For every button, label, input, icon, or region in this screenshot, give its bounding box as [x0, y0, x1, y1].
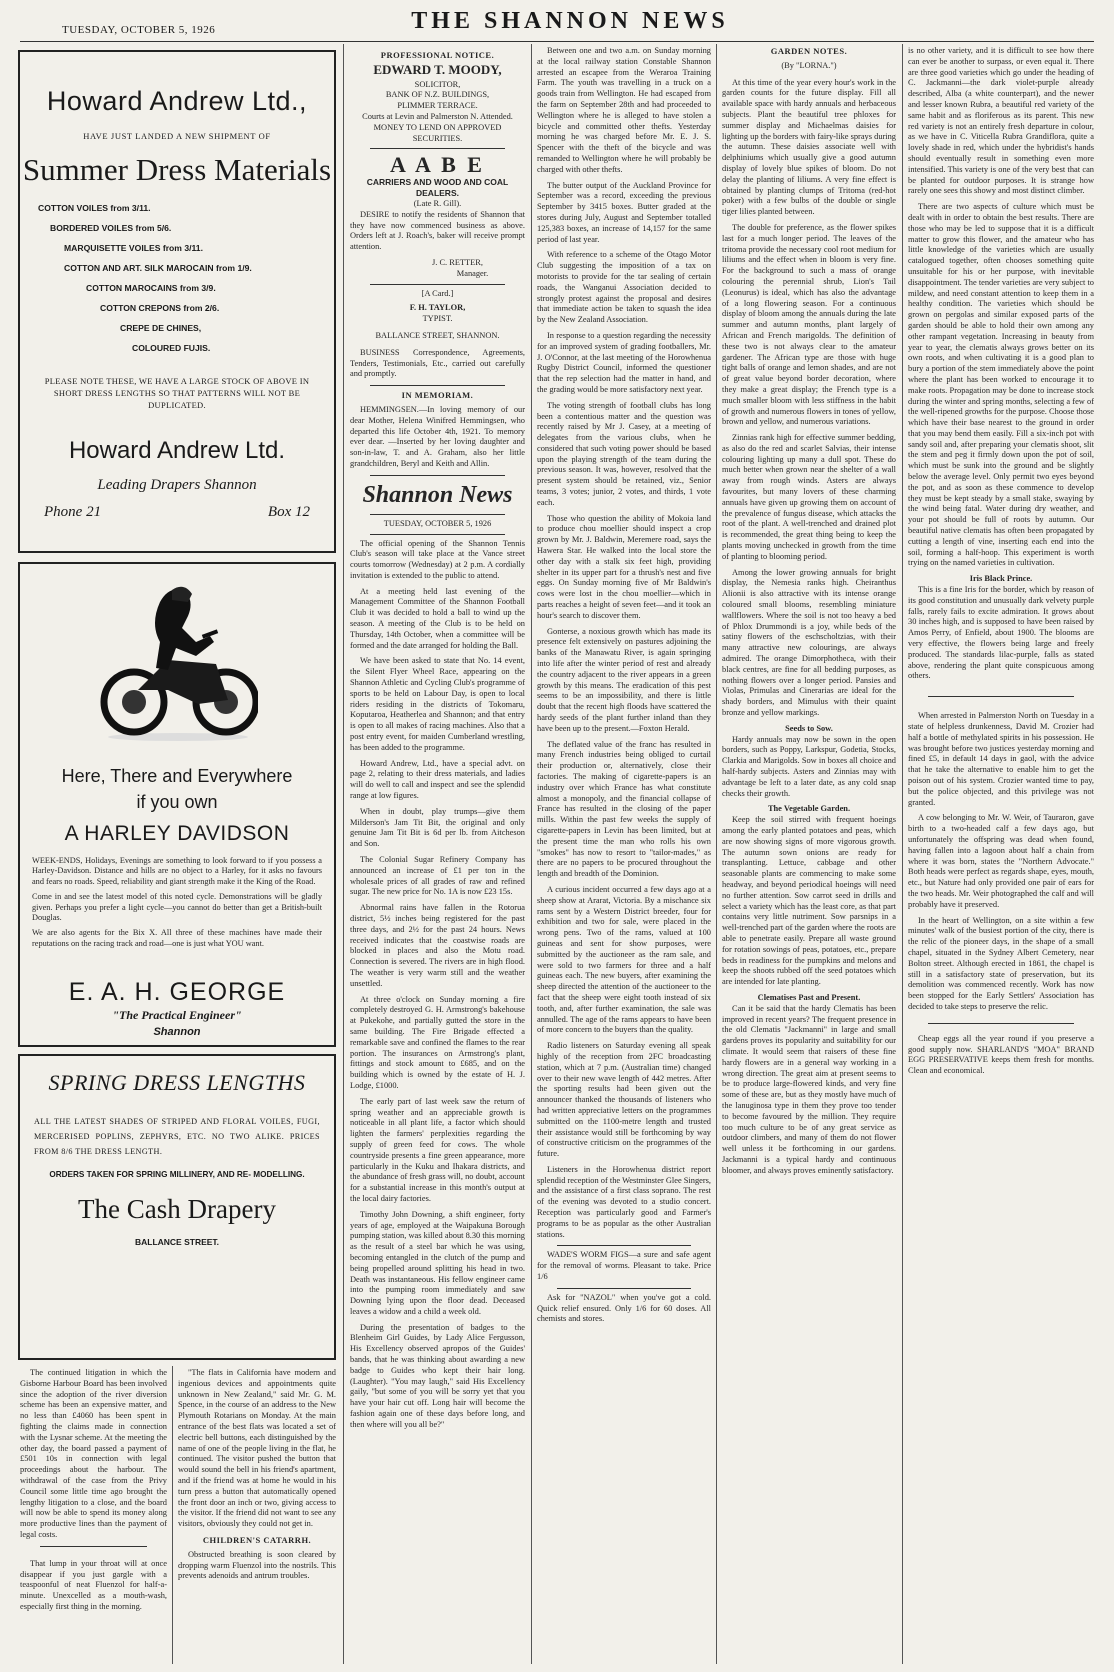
- signature-title: Manager.: [456, 268, 489, 278]
- box-number: Box 12: [267, 504, 310, 520]
- price-item: BORDERED VOILES from 5/6.: [50, 223, 172, 233]
- article: When arrested in Palmerston North on Tuesday in a state of helpless drunkenness, David M. Crozier had half a bottle of methylated spirits in his possession. He was brought before two justices yesterday morning and fined £5, in default 14 days in gaol, with the advice that he take the alternative to enable him to get the poison out of his system. Crozier wanted time to pay, but the police objected, and this privilege was not granted.: [908, 711, 1094, 807]
- notice-line: Courts at Levin and Palmerston N. Attended.: [362, 111, 513, 121]
- article: With reference to a scheme of the Otago Motor Club suggesting the imposition of a tax on motorists to provide for the tar sealing of certain roads, the Wanganui Association decided to strongly protest against the proposal and desires that immediate action be taken to squash the idea by the New Zealand Association.: [537, 250, 711, 325]
- phone-number: Phone 21: [44, 504, 102, 520]
- article: The double for preference, as the flower spikes last for a much longer period. The leaves of the tritoma provide the necessary cool root medium for liliums and the effect when in bloom is very fine. For the background to such a mass of orange colouring the perennial shrub, Lion's Tail (Leonurus) is ideal, which has also the advantage of a long flowering season. For a continuous display of bloom among the annuals during the late summer and autumn months, plant largely of African and French marigolds. The definition of these two is not always clear to the amateur gardener. The African type are those with huge tight balls of orange and lemon shades, and are not of great value beyond border decoration, where they make a great display; the French type is a much smaller bloom with less stiffness in the habit of growth and numerous flowers in tones of yellow, brown and yellow, and numerous variations.: [722, 222, 896, 427]
- divider: [370, 534, 505, 535]
- ad-intro: HAVE JUST LANDED A NEW SHIPMENT OF: [83, 131, 271, 141]
- article: "The flats in California have modern and ingenious devices and appointments quite unknown in New Zealand," said Mr. G. M. Spence, in the course of an address to the New Plymouth Rotarians on Monday. At the main entrance of the best flats was located a set of electric bell buttons, each distinguished by the name of one of the people living in the flat, he continued. The visitor pushed the button that would sound the bell in his friend's apartment, and if the friend was at home he would in his turn press a button that automatically opened the front door an inch or two, giving access to the visitor. If the friend did not want to see any visitors, obviously they could not get in.: [178, 1368, 336, 1529]
- article: The voting strength of football clubs has long been a contentious matter and the question was recently raised by Mr J. Casey, at a meeting of delegates from the various clubs, when he considered that such voting power should be based upon the playing strength of the team during the previous season. It was, however, resolved that the present system should be retained, viz., Senior teams, 3 votes; junior, 2 votes, and thirds, 1 vote each.: [537, 400, 711, 507]
- article: Listeners in the Horowhenua district report splendid reception of the Westminster Glee Singers, and the assistance of a first class soprano. The rest of the evening was devoted to a studio concert. Reception was particularly good and Farmer's programs to be as popular as the other Australian stations.: [537, 1164, 711, 1239]
- column-6: [908, 46, 1094, 1664]
- advert-notice: WADE'S WORM FIGS—a sure and safe agent for the removal of worms. Pleasant to take. Price 1/6: [537, 1250, 711, 1282]
- typist-street: BALLANCE STREET, SHANNON.: [375, 330, 500, 340]
- subheading: Clematises Past and Present.: [757, 992, 861, 1002]
- notice-line: BANK OF N.Z. BUILDINGS,: [385, 90, 490, 100]
- ad-tagline: Leading Drapers Shannon: [97, 477, 257, 493]
- divider: [370, 284, 505, 285]
- article: The official opening of the Shannon Tennis Club's season will take place at the Vance street courts tomorrow (Wednesday) at 2 p.m. A cordially invitation is extended to the public to attend.: [350, 538, 525, 580]
- notice-line: MONEY TO LEND ON APPROVED SECURITIES.: [373, 122, 502, 143]
- article: That lump in your throat will at once disappear if you just gargle with a teaspoonful of neat Fluenzol for half-a-minute. Unexcelled as a mouth-wash, especially first thing in the morning.: [20, 1558, 167, 1611]
- memoriam-notice: HEMMINGSEN.—In loving memory of our dear Mother, Helena Winifred Hemmingsen, who departed this life October 4th, 1921. To memory ever dear. —Inserted by her loving daughter and son-in-law, T. and A. Graham, also her little grandchildren, Beryl and Keith and Allin.: [350, 404, 525, 468]
- divider: [370, 514, 505, 515]
- section-heading: GARDEN NOTES.: [770, 46, 848, 56]
- dealer-name: E. A. H. GEORGE: [68, 978, 286, 1006]
- article: Gonterse, a noxious growth which has made its presence felt extensively on pastures adjoining the banks of the Manawatu River, is again springing into life after the winter period of rest and already the country adjacent to the river appears in a green growth by this means. The eradication of this pest seems to be an impossibility, and there is little doubt that the recent high floods have scattered the hardy seeds of the plant further inland than they have been up to the present.—Foxton Herald.: [537, 626, 711, 733]
- column-divider: [343, 44, 344, 1664]
- subheading: Seeds to Sow.: [785, 723, 833, 733]
- column-divider: [902, 44, 903, 1664]
- price-item: CREPE DE CHINES,: [120, 323, 202, 333]
- ad-headline: Summer Dress Materials: [22, 152, 332, 187]
- price-item: COLOURED FUJIS.: [132, 343, 211, 353]
- issue-date: TUESDAY, OCTOBER 5, 1926: [383, 518, 492, 528]
- paper-nameplate: Shannon News: [362, 481, 513, 508]
- article: At a meeting held last evening of the Management Committee of the Shannon Football Club it was decided to hold a ball to wind up the season. A meeting of the Club is to be held on Thursday, 14th October, when a committee will be formed and the date arranged for holding the Ball.: [350, 586, 525, 650]
- signature: J. C. RETTER,: [432, 257, 483, 267]
- article: Among the lower growing annuals for bright display, the Nemesia ranks high. Cheiranthus Alionii is also attractive with its intense orange coloured small blooms, resembling miniature wallflowers. Where the soil is not too heavy a bed of Phlox Drummondi is a joy, while beds of the satiny flowers of the eschscholtzias, with their many attractive new colourings, are always admired. The orange Dimorphotheca, with their black centres, are fine for all bedding purposes, as nothing flowers over a longer period. Pansies and Violas, Primulas and Cinerarias are ideal for the shady borders, and Mimulus with their quaint bronze and yellow markings.: [722, 567, 896, 718]
- article: The deflated value of the franc has resulted in many French industries being obliged to curtail their production or, alternatively, close their factories. The making of cigarette-papers is an industry over which France has what constitute almost a monopoly, and the financial collapse of France has resulted in the closing of the paper mills. Within the past few weeks the supply of cigarette-papers in Levin has been limited, but at the present time the man who rolls his own "smokes" has now to resort to "tailor-mades," as there are no papers to be procured throughout the length and breadth of the Dominion.: [537, 739, 711, 879]
- article: We have been asked to state that No. 14 event, the Silent Flyer Wheel Race, appearing on the Shannon Athletic and Cycling Club's programme of sports to be held on Labour Day, is open to local riders residing in the districts of Tokomaru, Koputaroa, Heatherlea and Shannon; and that entry is open to all makes of racing machines. Also that a post entry event, for maiden Cumberland wrestling, has been added to the programme.: [350, 656, 525, 752]
- article: This is a fine Iris for the border, which by reason of its good constitution and unusually dark velvety purple falls, rarely fails to excite admiration. It grows about 30 inches high, and is supposed to have been raised by Amos Perry, of Enfield, about 1900. The blooms are very effective, the flowers being large and freely produced. The standards lilac-purple, falls as stated above, rendering the plant quite conspicuous among others.: [908, 585, 1094, 681]
- price-item: COTTON VOILES from 3/11.: [38, 203, 151, 213]
- business-late: (Late R. Gill).: [413, 198, 462, 208]
- ad-line-2: if you own: [136, 792, 218, 812]
- advertiser-name: Howard Andrew Ltd.,: [46, 86, 308, 116]
- divider: [557, 1288, 691, 1289]
- article: Timothy John Downing, a shift engineer, forty years of age, employed at the Waipakuna Borough pumping station, was killed about 8.30 this morning as the result of a steel bar which he was using, becoming entangled in the clutch of the pump and being propelled around splitting his head in two. Death was instantaneous. His fellow engineer came into the pumping room immediately and saw Downing lying upon the floor dead. Deceased leaves a widow and a child a week old.: [350, 1209, 525, 1316]
- typist-title: TYPIST.: [422, 314, 453, 324]
- article: In the heart of Wellington, on a site within a few minutes' walk of the busiest portion of the city, there is the relic of the pioneer days, in the shape of a small chapel, situated in the Sydney Albert Cemetery, near Bolton street. Although erected in 1861, the chapel is still in a satisfactory state of preservation, but its demolition was commenced recently. Work has now been stopped for the Early Settlers' Association has decided to take steps to preserve the relic.: [908, 915, 1094, 1011]
- advertiser-name-footer: Howard Andrew Ltd.: [68, 437, 286, 464]
- divider: [928, 696, 1074, 697]
- section-heading: PROFESSIONAL NOTICE.: [380, 50, 495, 60]
- article: Between one and two a.m. on Sunday morning at the local railway station Constable Shannon arrested an escapee from the Weraroa Training Farm. The youth was travelling in a truck on a goods train from Wellington. He had escaped from the farm on September 28th and had proceeded to Wellington where he is alleged to have stolen a bicycle and committed other thefts. Yesterday morning he was charged before Mr. E. J. S. Spencer with the theft of the bicycle and was remanded to Wellington where he will probably be charged with other thefts.: [537, 46, 711, 174]
- article: There are two aspects of culture which must be dealt with in order to obtain the best results. There are those who may be led to suppose that it is a difficult matter to grow this flower, and the amateur who has little knowledge of the varieties which are usually catalogued together, often chooses something quite unsuitable for his or her purpose, with inevitable disappointment. The tender varieties are very subject to mildew, and need constant attention to keep them in a healthy condition. The varieties which should be grown on pergolas and similar exposed parts of the garden should be able to hold their own among any other rampant vegetation. Increasing in beauty from year to year, the clematis always grows better on its own roots, and when cultivating it is a good plan to bury a portion of the stem immediately above the point where the plant has been worked to encourage it to make roots. Propagation may be done to increase stock during the winter and spring months, selecting a few of the well-ripened growths for the purpose. Choose those which have their base nearest to the ground in order that you may bend them easily. Fill a six-inch pot with sandy soil and, after preparing your clematis shoot, slit the stem and peg it firmly down upon the pot of soil, which must be sunk into the ground and be slightly below the average level. Only permit two eyes beyond the pot, and as soon as these commence to develop they must be kept steady by a small stake, swaying by the wind being fatal. Water during dry weather, and your pot should be full of roots by autumn. Our beautiful native clematis has often been propagated by cutting a length of vine, inserting each end into the soil, forming a half-hoop. This experiment is worth trying on the named varieties in cultivation.: [908, 202, 1094, 568]
- article: Keep the soil stirred with frequent hoeings among the early planted potatoes and peas, which are now showing signs of more vigorous growth. The autumn sown onions are ready for transplanting. Lettuce, cabbage and other seasonable plants are commencing to make some headway, and beyond periodical hoeings will need no further attention. Sow carrot seed in drills and select a variety which has the least core, as that part contains very little nutriment. Sow parsnips in a well-trenched part of the garden where the roots are able to penetrate easily. Prepare all waste ground for rotation sowings of peas, potatoes, etc., prepare beds in readiness for the pumpkins and melons and keep the shoots rubbed off the seed potatoes which are intended for late planting.: [722, 815, 896, 987]
- subheading: The Vegetable Garden.: [767, 804, 851, 814]
- article: is no other variety, and it is difficult to see how there can ever be another to surpass, or even equal it. There are three good varieties which go under the heading of C. Jackmanni—the dark violet-purple already described, Alba (a white counterpart), and the newer and lesser known Rubra, a beautiful red variety of the same habit and as floriferous as its parent. This new red variety is not an entirely fresh departure in colour, as we have in C. Viticella Rubra Grandiflora, quite a lovely shade in red, which under the hybridist's hands should eventually result in something even more intensified. This variety is one of the very best that can be planted for outdoor purposes. It is strange how rarely one sees this showy and most distinct climber.: [908, 46, 1094, 196]
- solicitor-name: EDWARD T. MOODY,: [373, 61, 502, 77]
- byline: (By "LORNA."): [781, 60, 837, 70]
- ad-body: [32, 856, 322, 954]
- article: Radio listeners on Saturday evening all speak highly of the reception from 2FC broadcasting station, which at 7 p.m. (Australian time) changed over to their new wave length of 442 metres. After the sporting results had been given out the announcer thanked the thousands of listeners who had written appreciative letters on the programmes submitted on the 1100-metre length and trusted their assistance would still be forthcoming by way of constructive criticism on the programmes of the future.: [537, 1041, 711, 1159]
- article: The continued litigation in which the Gisborne Harbour Board has been involved since the adoption of the river diversion scheme has been an expensive matter, and no less than £4060 has been spent in fighting the claims made in connection with the Lysnar scheme. At the meeting the other day, the board passed a payment of £501 10s in connection with legal proceedings about the harbour. The withdrawal of the case from the Privy Council some little time ago brought the lengthy litigation to a close, and the board will now be able to spend its money along more productive lines than the payment of legal costs.: [20, 1368, 167, 1539]
- column-5: [722, 46, 896, 1664]
- notice-body: BUSINESS Correspondence, Agreements, Tenders, Testimonials, Etc., carried out carefully and promptly.: [350, 347, 525, 379]
- divider: [370, 385, 505, 386]
- article: Can it be said that the hardy Clematis has been improved in recent years? The frequent presence in the old Clematis "Jackmanni" in large and small gardens proves its popularity and suitability for our climate. It would seem that raisers of these fine hardy flowers are in a general way working in a wrong direction. The great aim at present seems to be to produce large-flowered kinds, and very fine some of these are, but as they mostly have much of the lanuginosa type in them they prove too tender to become favoured by the million. They require too much culture to be of any great service as outdoor climbers, and many of them do not flower well unless it be forthcoming in our gardens. Jackmanni is a typical hardy and continuous bloomer, and always proves eminently satisfactory.: [722, 1003, 896, 1175]
- ad-note: PLEASE NOTE THESE, WE HAVE A LARGE STOCK OF ABOVE IN SHORT DRESS LENGTHS SO THAT PATTERNS WILL NOT BE DUPLICATED.: [44, 376, 310, 410]
- price-item: COTTON AND ART. SILK MAROCAIN from 1/9.: [64, 263, 252, 273]
- article: The early part of last week saw the return of spring weather and an appreciable growth is noticeable in all plant life, a factor which should lighten the farmers' perplexities regarding the supply of green feed for cows. The whole countryside presents a fine green appearance, more particularly in the Kuku and Ihakara districts, and the abundance of fresh grass will, no doubt, account for a substantial increase in this month's output at the local dairy factories.: [350, 1096, 525, 1203]
- notice-body: DESIRE to notify the residents of Shannon that they have now commenced business as above. Orders left at J. Roach's, baker will receive prompt attention.: [350, 209, 525, 252]
- masthead-date: TUESDAY, OCTOBER 5, 1926: [62, 24, 216, 36]
- ad-paragraph: We are also agents for the Bix X. All three of these machines have made their reputations on the racing track and road—one is just what YOU want.: [32, 928, 322, 948]
- article: Obstructed breathing is soon cleared by dropping warm Fluenzol into the nostrils. This prevents adenoids and antrum troubles.: [178, 1549, 336, 1581]
- article: The butter output of the Auckland Province for September was a record, exceeding the previous September by 3415 boxes. Butter graded at the stores during July, August and September totalled 125,383 boxes, an increase of 14,157 for the same period of last year.: [537, 180, 711, 244]
- shop-street: BALLANCE STREET.: [134, 1237, 220, 1247]
- masthead-rule: [20, 41, 1094, 42]
- newspaper-title: THE SHANNON NEWS: [411, 8, 729, 34]
- ad-body: ALL THE LATEST SHADES OF STRIPED AND FLORAL VOILES, FUGI, MERCERISED POPLINS, ZEPHYRS, ETC. NO TWO ALIKE. PRICES FROM 8/6 THE DRESS LENGTH.: [34, 1117, 320, 1156]
- column-1-bottom: [20, 1368, 167, 1664]
- ad-paragraph: WEEK-ENDS, Holidays, Evenings are something to look forward to if you possess a Harley-Davidson. Distance and hills are no object to a Harley, for it asks no favours and fears no roads. Speed, reliability and giant strength make it the King of the Road.: [32, 856, 322, 886]
- article: In response to a question regarding the necessity for an improved system of grading footballers, Mr. J. O'Connor, at the last meeting of the Horowhenua Rugby District Council, informed the questioner that the rep selection had the matter in hand, and the grading would be more satisfactory next year.: [537, 330, 711, 394]
- dealer-town: Shannon: [153, 1026, 201, 1038]
- price-item: COTTON CREPONS from 2/6.: [100, 303, 220, 313]
- card-label: [A Card.]: [421, 288, 454, 298]
- dealer-tagline: "The Practical Engineer": [112, 1008, 242, 1022]
- article: At three o'clock on Sunday morning a fire completely destroyed G. H. Armstrong's bakehouse at Pukekohe, and partially gutted the store in the same building. The Fire Brigade effected a remarkable save and confined the flames to the rear portion. The insurances on Armstrong's plant, fittings and stock amount to £685, and on the building which is owned by the estate of H. J. Lodge, £1000.: [350, 994, 525, 1090]
- article: A curious incident occurred a few days ago at a sheep show at Ararat, Victoria. By a mischance six rams sent by a Western District breeder, four for exhibition and two for sale, were placed in the wrong pens. Two of the rams, valued at 100 guineas and sent for show purposes, were submitted by the auctioneer as the ram sale, and were sold to two farmers for three and a half guineas each. The new buyers, after examining the sheep directed the attention of the auctioneer to the fact that the sheep were eight tooth instead of six tooth, and, after further examination, the sale was annulled. The age of the rams appears to have been of more concern to the buyers than the quality.: [537, 884, 711, 1035]
- article-divider: [40, 1546, 147, 1547]
- typist-name: F. H. TAYLOR,: [409, 303, 466, 313]
- shop-name: The Cash Drapery: [78, 1194, 276, 1224]
- article: Hardy annuals may now be sown in the open borders, such as Poppy, Larkspur, Godetia, Stocks, Clarkia and Marigolds. Sow in boxes all choice and half-hardy subjects. Asters and Zinnias may with advantage be left to a later date, as any cold snap checks their growth.: [722, 734, 896, 798]
- notice-line: PLIMMER TERRACE.: [397, 101, 478, 111]
- subheading: Iris Black Prince.: [969, 574, 1033, 584]
- article: A cow belonging to Mr. W. Weir, of Tauraron, gave birth to a two-headed calf a few days ago, but unfortunately the offspring was dead when found, having fallen into a lagoon about half a chain from where it was born, states the "Northern Advocate." Both heads were perfect as regards shape, eyes, mouth, etc., but Nature had only provided one pair of ears for the two heads. Mr. Weir photographed the calf and will probably have it preserved.: [908, 813, 1094, 909]
- masthead: [0, 0, 1114, 40]
- advert-notice: Cheap eggs all the year round if you preserve a good supply now. SHARLAND'S "MOA" BRAND EGG PRESERVATIVE keeps them fresh for months. Clean and economical.: [908, 1033, 1094, 1076]
- advert-notice: Ask for "NAZOL" when you've got a cold. Quick relief ensured. Only 1/6 for 60 doses. All chemists and stores.: [537, 1292, 711, 1324]
- article: When in doubt, play trumps—give them Milderson's Jam Tit Bit, the original and only genuine Jam Tit Bit is 6d per lb. from Aitcheson and Son.: [350, 806, 525, 849]
- price-item: MARQUISETTE VOILES from 3/11.: [64, 243, 203, 253]
- article: At this time of the year every hour's work in the garden counts for the future display. Fill all available space with hardy annuals and herbaceous subjects. Plant the beautiful tree phloxes for summer display and Michaelmas daisies for lighting up the borders with fairy-like sprays during the autumn. These daisies associate well with delphiniums which usually give a good autumn display of lovely blue spikes of bloom. Do not delay the planting of liliums. A very fine effect is obtained by planting clumps of Tritoma (red-hot poker) with a few bulbs of the double or single tiger lilies planted between.: [722, 77, 896, 217]
- article: During the presentation of badges to the Blenheim Girl Guides, by Lady Alice Fergusson, His Excellency observed apropos of the Guides' bands, that he was thinking about awarding a new badge to Guides who kept their hair long. (Laughter). "You may laugh," said His Excellency gaily, "but some of you will be sorry yet that you have your hair cut off. Long hair will become the fashion again one of these days before long, and then where will you all be?": [350, 1322, 525, 1429]
- harley-davidson-ad: [18, 562, 336, 1047]
- motorcycle-rider-illustration: [98, 572, 258, 742]
- article: Howard Andrew, Ltd., have a special advt. on page 2, relating to their dress materials, and ladies will do well to call and inspect and see the splendid range at low figures.: [350, 758, 525, 801]
- brand-name: A HARLEY DAVIDSON: [64, 822, 290, 845]
- ad-headline: SPRING DRESS LENGTHS: [48, 1070, 306, 1095]
- column-3: [350, 46, 525, 1664]
- article: Abnormal rains have fallen in the Rotorua district, 5½ inches being registered for the past three days, and 2½ for the past 24 hours. News received indicates that the coastwise roads are blocked in places and also the Motu road. Connection is severed. The rivers are in high flood. The weather is very warm still and the weather unsettled.: [350, 903, 525, 988]
- article: The Colonial Sugar Refinery Company has announced an increase of £1 per ton in the wholesale prices of all grades of raw and refined sugar. The new price for No. 1A is now £23 15s.: [350, 855, 525, 897]
- section-heading: IN MEMORIAM.: [401, 390, 474, 401]
- divider: [370, 148, 505, 149]
- divider: [370, 475, 505, 476]
- howard-andrew-ad: [18, 50, 336, 553]
- ad-paragraph: Come in and see the latest model of this noted cycle. Demonstrations will be gladly given. Perhaps you prefer a light cycle—you cannot do better than get a British-built Douglas.: [32, 892, 322, 923]
- column-4: [537, 46, 711, 1664]
- notice-line: SOLICITOR,: [414, 79, 461, 89]
- column-divider: [716, 44, 717, 1664]
- cash-drapery-ad: [18, 1054, 336, 1360]
- ad-line-1: Here, There and Everywhere: [61, 766, 293, 786]
- divider: [557, 1245, 691, 1246]
- section-heading: CHILDREN'S CATARRH.: [202, 1534, 312, 1545]
- business-subtitle: CARRIERS AND WOOD AND COAL DEALERS.: [366, 177, 509, 199]
- orders-note: ORDERS TAKEN FOR SPRING MILLINERY, AND RE- MODELLING.: [49, 1170, 305, 1179]
- article: Zinnias rank high for effective summer bedding, as also do the red and scarlet Salvias, their intense colouring lighting up many a dull spot. These do much better when grown near the shelter of a wall away from rough winds. Asters are always favourites, but many lovers of these charming annuals have given up growing them on account of the prevalence of fungus disease, which attacks the root of the plant. A well-trenched and drained plot is recommended, the great thing being to keep the plants moving unchecked in growth from the time of planting to blooming period.: [722, 433, 896, 561]
- business-name: A A B E: [390, 152, 485, 178]
- column-divider: [531, 44, 532, 1664]
- price-item: COTTON MAROCAINS from 3/9.: [86, 283, 216, 293]
- divider: [928, 1023, 1074, 1024]
- column-divider: [172, 1366, 173, 1664]
- column-2-bottom: [178, 1368, 336, 1664]
- article: Those who question the ability of Mokoia land to produce chou moellier should inspect a crop grown by Mr. J. Baldwin, Meremere road, says the Hawera Star. He walked into the local store the other day with a stalk six feet high, providing shelter in its upper part for a thrush's nest and five eggs. On Sunday morning five of Mr Baldwin's cows were lost in the chou moellier—which in parts reaches a height of seven feet—and it took an hour's search to discover them.: [537, 513, 711, 620]
